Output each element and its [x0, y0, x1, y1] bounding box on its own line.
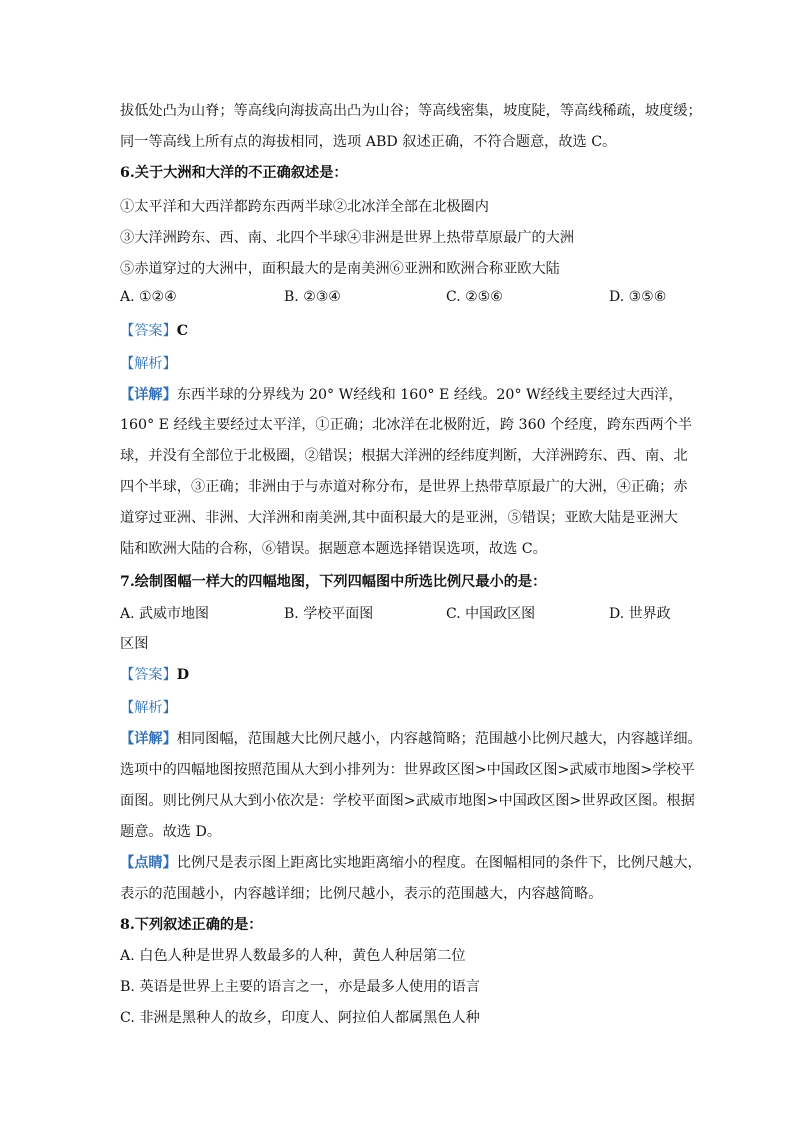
q7-answer-row — [120, 665, 680, 685]
q8-option-b: B. 英语是世界上主要的语言之一，亦是最多人使用的语言 — [120, 979, 480, 995]
q6-detail-line-4: 四个半球，③正确；非洲由于与赤道对称分布，是世界上热带草原最广的大洲，④正确；赤 — [120, 479, 688, 495]
question-7-stem: 7.绘制图幅一样大的四幅地图，下列四幅图中所选比例尺最小的是： — [120, 574, 547, 590]
q7-detail-line-1 — [120, 729, 702, 749]
q7-option-c: C. 中国政区图 — [446, 606, 536, 622]
q7-option-a: A. 武威市地图 — [120, 606, 210, 622]
question-8-stem: 8.下列叙述正确的是： — [120, 917, 263, 933]
q7-tip-label: 【点睛】 — [120, 855, 177, 871]
continuation-line-2: 同一等高线上所有点的海拔相同，选项 ABD 叙述正确，不符合题意，故选 C。 — [120, 134, 617, 150]
q7-option-b: B. 学校平面图 — [284, 606, 374, 622]
q6-answer-value: C — [176, 323, 189, 339]
q6-analysis-label: 【解析】 — [120, 356, 177, 372]
q6-detail-line-3: 球，并没有全部位于北极圈，②错误；根据大洋洲的经纬度判断，大洋洲跨东、西、南、北 — [120, 448, 688, 464]
q7-detail-line-2: 选项中的四幅地图按照范围从大到小排列为：世界政区图>中国政区图>武威市地图>学校平 — [120, 762, 695, 778]
q7-analysis-label-row — [120, 698, 680, 718]
q6-statement-2: ③大洋洲跨东、西、南、北四个半球④非洲是世界上热带草原最广的大洲 — [120, 230, 575, 246]
q6-option-b: B. ②③④ — [284, 289, 341, 305]
continuation-line-1: 拔低处凸为山脊；等高线向海拔高出凸为山谷；等高线密集，坡度陡，等高线稀疏，坡度缓； — [120, 103, 702, 119]
q6-analysis-label-row — [120, 354, 680, 374]
q6-answer-label: 【答案】 — [120, 323, 177, 339]
q6-option-a: A. ①②④ — [120, 289, 177, 305]
q6-option-c: C. ②⑤⑥ — [446, 289, 503, 305]
q7-detail-label: 【详解】 — [120, 731, 177, 747]
q6-option-d: D. ③⑤⑥ — [609, 289, 667, 305]
q8-option-c: C. 非洲是黑种人的故乡，印度人、阿拉伯人都属黑色人种 — [120, 1010, 480, 1026]
q6-detail-line-6: 陆和欧洲大陆的合称，⑥错误。据题意本题选择错误选项，故选 C。 — [120, 541, 547, 557]
q6-detail-line-1 — [120, 385, 683, 405]
q7-tip-line-1 — [120, 853, 702, 873]
q7-detail-text-1: 相同图幅，范围越大比例尺越小，内容越简略；范围越小比例尺越大，内容越详细。 — [176, 731, 702, 747]
q7-detail-line-3: 面图。则比例尺从大到小依次是：学校平面图>武威市地图>中国政区图>世界政区图。根据 — [120, 793, 695, 809]
q7-tip-line-2: 表示的范围越小，内容越详细；比例尺越小，表示的范围越大，内容越简略。 — [120, 886, 603, 902]
question-6-stem: 6.关于大洲和大洋的不正确叙述是： — [120, 165, 348, 181]
q7-option-d-wrap: 区图 — [120, 636, 149, 652]
q7-tip-text-1: 比例尺是表示图上距离比实地距离缩小的程度。在图幅相同的条件下，比例尺越大， — [176, 855, 702, 871]
q7-answer-label: 【答案】 — [120, 667, 177, 683]
q6-detail-line-5: 道穿过亚洲、非洲、大洋洲和南美洲,其中面积最大的是亚洲，⑤错误；亚欧大陆是亚洲大 — [120, 510, 678, 526]
q7-option-d: D. 世界政 — [609, 606, 671, 622]
q8-option-a: A. 白色人种是世界人数最多的人种，黄色人种居第二位 — [120, 948, 466, 964]
q7-detail-line-4: 题意。故选 D。 — [120, 824, 222, 840]
q7-answer-value: D — [176, 667, 190, 683]
q6-detail-label: 【详解】 — [120, 387, 177, 403]
q6-statement-1: ①太平洋和大西洋都跨东西两半球②北冰洋全部在北极圈内 — [120, 199, 489, 215]
q6-statement-3: ⑤赤道穿过的大洲中，面积最大的是南美洲⑥亚洲和欧洲合称亚欧大陆 — [120, 261, 560, 277]
q7-analysis-label: 【解析】 — [120, 700, 177, 716]
q6-answer-row — [120, 321, 680, 341]
q6-detail-line-2: 160° E 经线主要经过太平洋，①正确；北冰洋在北极附近，跨 360 个经度，跨东西两个半 — [120, 417, 693, 433]
q6-detail-text-1: 东西半球的分界线为 20° W经线和 160° E 经线。20° W经线主要经过大西洋， — [176, 387, 683, 403]
